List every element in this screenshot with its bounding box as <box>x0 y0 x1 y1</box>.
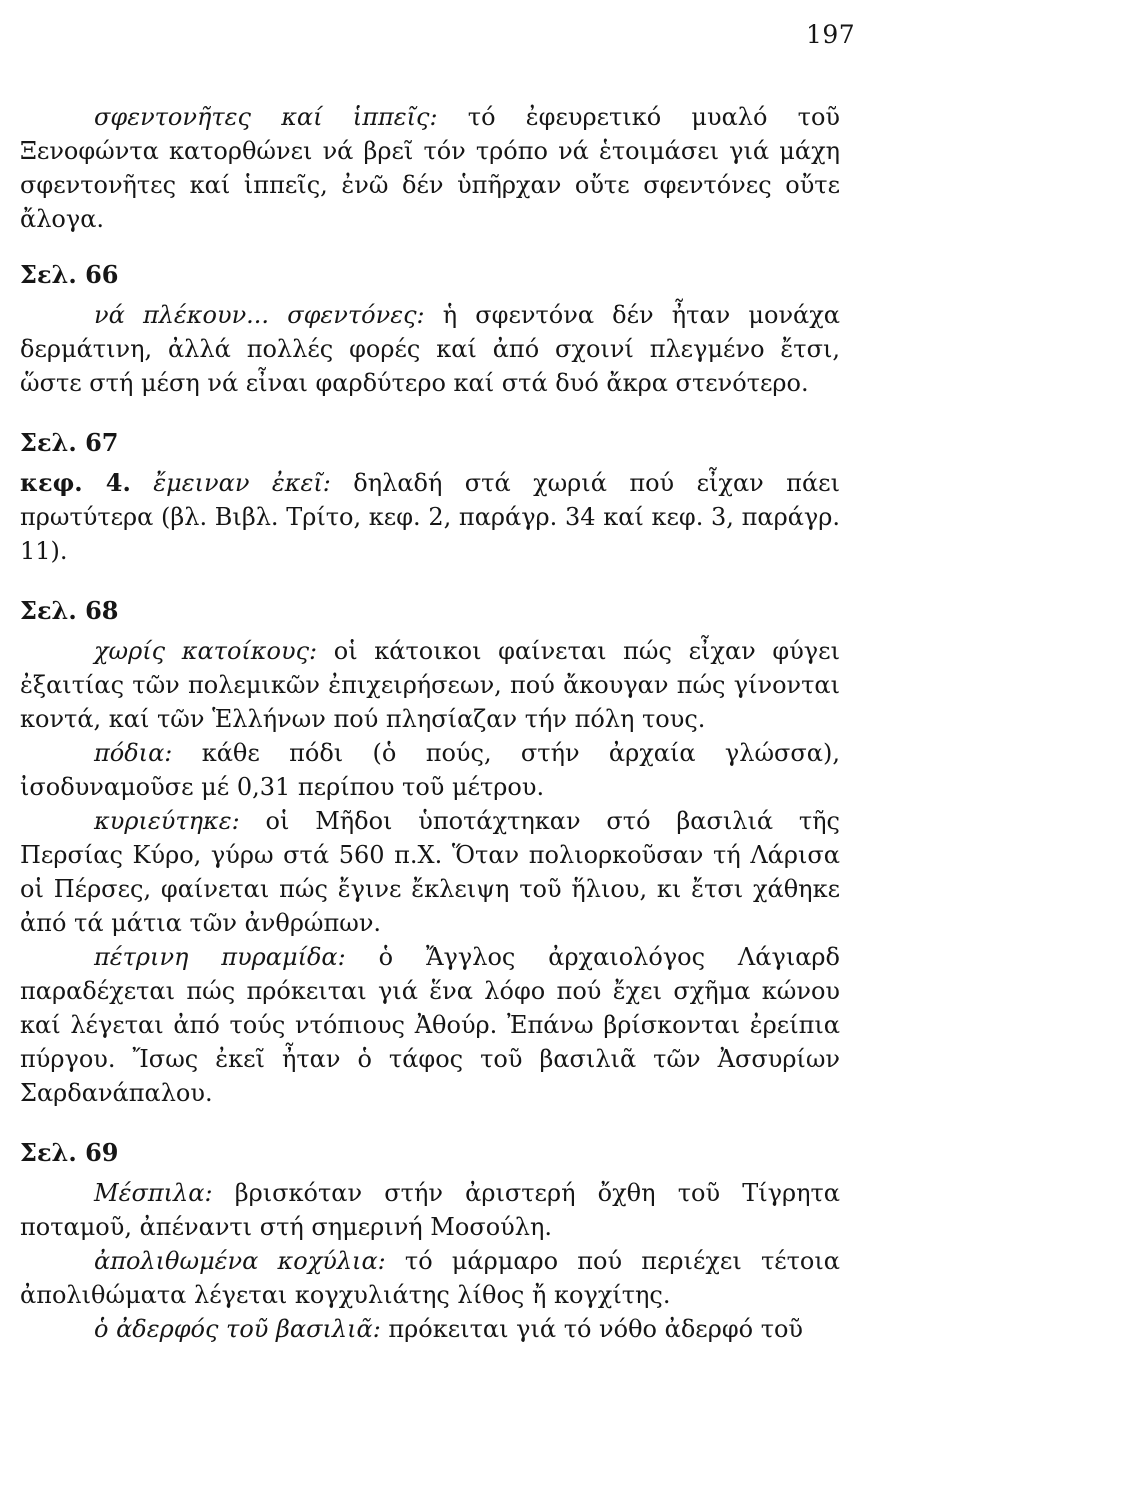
note-text: βρισκόταν στήν ἀριστερή ὄχθη τοῦ Τίγρητα ποταμοῦ, ἀπέναντι στή σημερινή Μοσούλη. <box>20 1179 840 1241</box>
note-paragraph <box>20 1312 840 1346</box>
note-text: δηλαδή στά χωριά πού εἶχαν πάει πρωτύτερα (βλ. Βιβλ. Τρίτο, κεφ. 2, παράγρ. 34 καί κεφ. 3, παράγρ. 11). <box>20 469 841 565</box>
note-text: οἱ Μῆδοι ὑποτάχτηκαν στό βασιλιά τῆς Περσίας Κύρο, γύρω στά 560 π.Χ. Ὅταν πολιορκοῦσαν τή Λάρισα οἱ Πέρσες, φαίνεται πώς ἔγινε ἔκλειψη τοῦ ἥλιου, κι ἔτσι χάθηκε ἀπό τά μάτια τῶν ἀνθρώπων. <box>20 807 840 937</box>
note-lemma: κυριεύτηκε: <box>94 807 240 835</box>
note-paragraph <box>20 1176 840 1244</box>
section-heading: Σελ. 69 <box>20 1138 119 1167</box>
note-text: κάθε πόδι (ὁ πούς, στήν ἀρχαία γλώσσα), ἰσοδυναμοῦσε μέ 0,31 περίπου τοῦ μέτρου. <box>20 739 840 801</box>
note-paragraph <box>20 1244 840 1312</box>
note-paragraph <box>20 940 840 1110</box>
note-paragraph <box>20 100 840 236</box>
section-heading: Σελ. 66 <box>20 260 119 289</box>
note-paragraph <box>20 466 840 568</box>
note-lemma: ἔμειναν ἐκεῖ: <box>130 469 331 497</box>
note-lemma: Μέσπιλα: <box>94 1179 213 1207</box>
note-text: τό μάρμαρο πού περιέχει τέτοια ἀπολιθώματα λέγεται κογχυλιάτης λίθος ἤ κογχίτης. <box>20 1247 840 1309</box>
note-text: πρόκειται γιά τό νόθο ἀδερφό τοῦ <box>380 1315 804 1343</box>
section-heading: Σελ. 67 <box>20 428 119 457</box>
note-paragraph <box>20 634 840 736</box>
note-lemma: ὁ ἀδερφός τοῦ βασιλιᾶ: <box>94 1315 381 1343</box>
section-heading: Σελ. 68 <box>20 596 119 625</box>
note-lemma: ἀπολιθωμένα κοχύλια: <box>94 1247 386 1275</box>
note-lemma: σφεντονῆτες καί ἱππεῖς: <box>94 103 438 131</box>
chapter-label: κεφ. 4. <box>20 468 131 497</box>
note-text: ἡ σφεντόνα δέν ἦταν μονάχα δερμάτινη, ἀλλά πολλές φορές καί ἀπό σχοινί πλεγμένο ἔτσι, ὥστε στή μέση νά εἶναι φαρδύτερο καί στά δυό ἄκρα στενότερο. <box>20 301 840 397</box>
note-lemma: πέτρινη πυραμίδα: <box>94 943 346 971</box>
note-paragraph <box>20 298 840 400</box>
note-lemma: νά πλέκουν... σφεντόνες: <box>94 301 425 329</box>
note-paragraph <box>20 736 840 804</box>
note-text: ὁ Ἄγγλος ἀρχαιολόγος Λάγιαρδ παραδέχεται πώς πρόκειται γιά ἕνα λόφο πού ἔχει σχῆμα κώνου καί λέγεται ἀπό τούς ντόπιους Ἀθούρ. Ἐπάνω βρίσκονται ἐρείπια πύργου. Ἴσως ἐκεῖ ἦταν ὁ τάφος τοῦ βασιλιᾶ τῶν Ἀσσυρίων Σαρδανάπαλου. <box>20 943 840 1107</box>
page-number: 197 <box>806 20 856 49</box>
note-lemma: πόδια: <box>94 739 173 767</box>
note-lemma: χωρίς κατοίκους: <box>94 637 318 665</box>
note-text: οἱ κάτοικοι φαίνεται πώς εἶχαν φύγει ἐξαιτίας τῶν πολεμικῶν ἐπιχειρήσεων, πού ἄκουγαν πώς γίνονται κοντά, καί τῶν Ἑλλήνων πού πλησίαζαν τήν πόλη τους. <box>20 637 840 733</box>
note-paragraph <box>20 804 840 940</box>
commentary-text <box>20 100 840 1346</box>
note-text: τό ἐφευρετικό μυαλό τοῦ Ξενοφώντα κατορθώνει νά βρεῖ τόν τρόπο νά ἑτοιμάσει γιά μάχη σφεντονῆτες καί ἱππεῖς, ἐνῶ δέν ὑπῆρχαν οὔτε σφεντόνες οὔτε ἄλογα. <box>20 103 840 233</box>
